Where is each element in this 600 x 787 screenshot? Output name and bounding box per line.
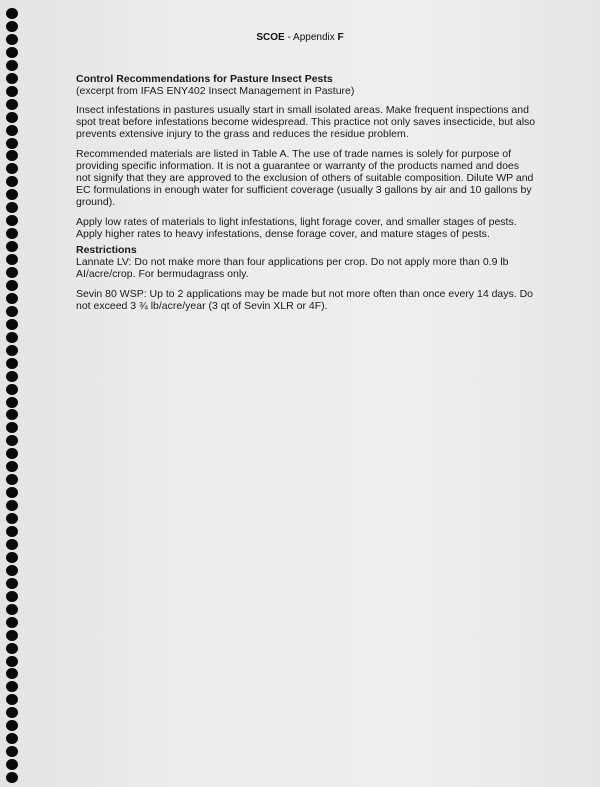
document-subtitle: (excerpt from IFAS ENY402 Insect Management in Pasture)	[76, 85, 355, 97]
binder-hole	[6, 21, 18, 32]
binder-hole	[6, 47, 18, 58]
binder-hole	[6, 384, 18, 395]
binder-hole	[6, 539, 18, 550]
binder-hole	[6, 720, 18, 731]
binder-hole	[6, 513, 18, 524]
header-appendix-letter: F	[337, 32, 344, 43]
binder-hole	[6, 345, 18, 356]
binder-hole	[6, 73, 18, 84]
binder-hole	[6, 280, 18, 291]
binder-hole	[6, 617, 18, 628]
document-body	[76, 73, 536, 320]
paragraph: Recommended materials are listed in Table A. The use of trade names is solely for purpose of providing specific information. It is not a guarantee or warranty of the products named and does not signify that they are approved to the exclusion of others of suitable composition. Dilute WP and EC formulations in enough water for sufficient coverage (usually 3 gallons by air and 10 gallons by ground).	[76, 148, 534, 208]
binder-hole	[6, 215, 18, 226]
binder-hole	[6, 707, 18, 718]
binder-hole	[6, 112, 18, 123]
binder-hole	[6, 435, 18, 446]
binder-hole	[6, 138, 18, 149]
binder-hole	[6, 733, 18, 744]
binder-hole	[6, 630, 18, 641]
binder-hole	[6, 656, 18, 667]
binder-hole	[6, 565, 18, 576]
binder-holes	[6, 8, 20, 783]
binder-hole	[6, 150, 18, 161]
binder-hole	[6, 448, 18, 459]
binder-hole	[6, 474, 18, 485]
binder-hole	[6, 306, 18, 317]
binder-hole	[6, 99, 18, 110]
binder-hole	[6, 461, 18, 472]
binder-hole	[6, 60, 18, 71]
binder-hole	[6, 409, 18, 420]
paragraph: Insect infestations in pastures usually start in small isolated areas. Make frequent inspections and spot treat before infestations become widespread. This practice not only saves insecticide, but also prevents extensive injury to the grass and reduces the residue problem.	[76, 104, 536, 140]
binder-hole	[6, 746, 18, 757]
binder-hole	[6, 241, 18, 252]
binder-hole	[6, 189, 18, 200]
binder-hole	[6, 254, 18, 265]
binder-hole	[6, 422, 18, 433]
binder-hole	[6, 643, 18, 654]
binder-hole	[6, 759, 18, 770]
binder-hole	[6, 681, 18, 692]
binder-hole	[6, 552, 18, 563]
restrictions-heading: Restrictions	[76, 244, 137, 256]
binder-hole	[6, 86, 18, 97]
binder-hole	[6, 293, 18, 304]
binder-hole	[6, 125, 18, 136]
document-title: Control Recommendations for Pasture Insect Pests	[76, 73, 333, 85]
binder-hole	[6, 397, 18, 408]
binder-hole	[6, 668, 18, 679]
binder-hole	[6, 228, 18, 239]
binder-hole	[6, 591, 18, 602]
restriction-item: Sevin 80 WSP: Up to 2 applications may be made but not more often than once every 14 days. Do not exceed 3 ¾ lb/acre/year (3 qt of Sevin XLR or 4F).	[76, 288, 534, 312]
binder-hole	[6, 500, 18, 511]
binder-hole	[6, 358, 18, 369]
binder-hole	[6, 526, 18, 537]
binder-hole	[6, 319, 18, 330]
binder-hole	[6, 163, 18, 174]
page-header	[0, 32, 600, 43]
binder-hole	[6, 176, 18, 187]
header-dash: -	[284, 32, 294, 43]
binder-hole	[6, 332, 18, 343]
binder-hole	[6, 8, 18, 19]
binder-hole	[6, 578, 18, 589]
binder-hole	[6, 772, 18, 783]
binder-hole	[6, 267, 18, 278]
restriction-item: Lannate LV: Do not make more than four applications per crop. Do not apply more than 0.9 lb AI/acre/crop. For bermudagrass only.	[76, 256, 509, 280]
binder-hole	[6, 202, 18, 213]
binder-hole	[6, 694, 18, 705]
binder-hole	[6, 604, 18, 615]
paragraph: Apply low rates of materials to light infestations, light forage cover, and smaller stages of pests. Apply higher rates to heavy infestations, dense forage cover, and mature stages of pests.	[76, 216, 517, 240]
binder-hole	[6, 487, 18, 498]
header-scoe: SCOE	[256, 32, 285, 43]
header-appendix: Appendix	[293, 32, 335, 43]
binder-hole	[6, 371, 18, 382]
